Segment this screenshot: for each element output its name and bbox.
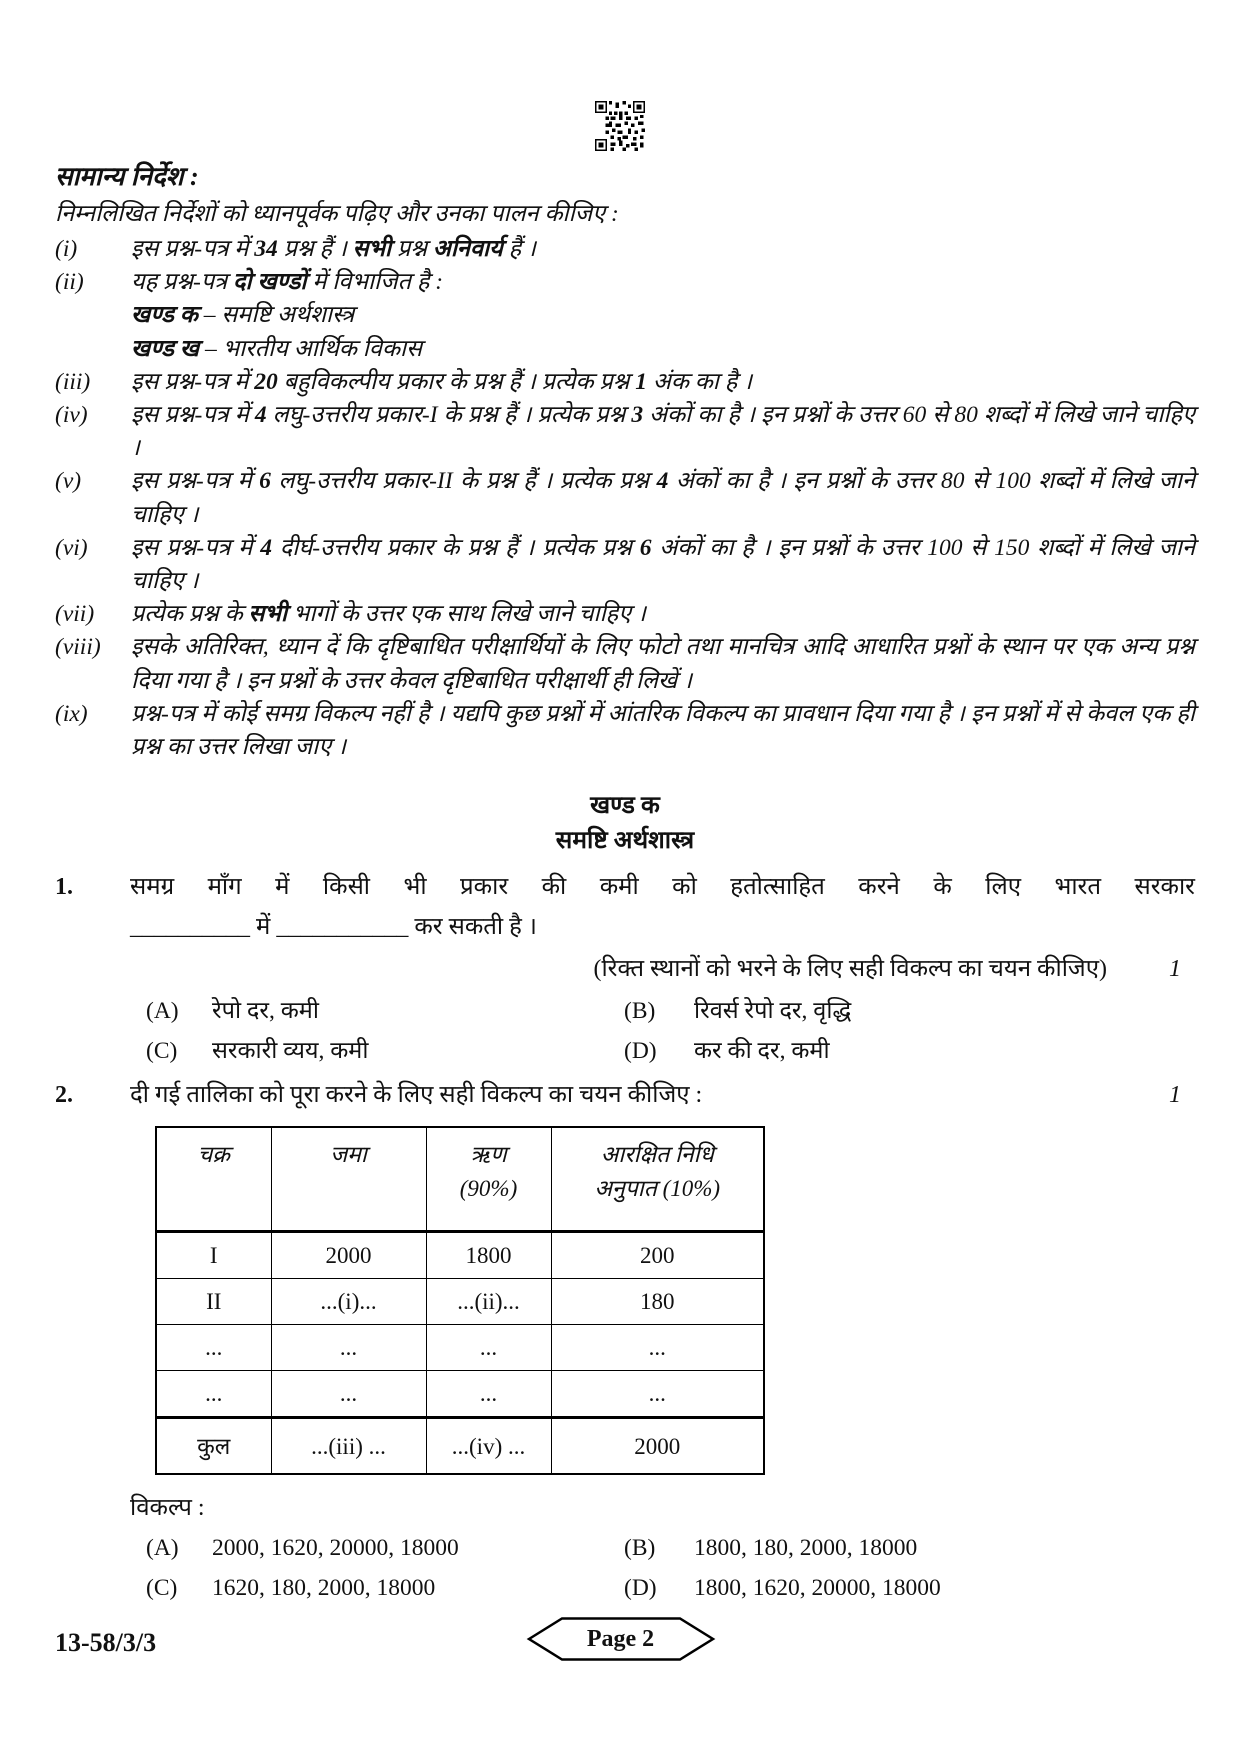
instruction-number: (v) xyxy=(55,468,82,495)
option-label: (B) xyxy=(624,998,656,1025)
table-cell: 2000 xyxy=(271,1232,426,1279)
option-label: (C) xyxy=(146,1575,178,1602)
bold-text-segment: 4 xyxy=(656,468,669,495)
instruction-number: (ix) xyxy=(55,700,88,727)
bold-text-segment: 3 xyxy=(631,402,644,429)
option-label: (C) xyxy=(146,1038,178,1065)
page-number-badge xyxy=(526,1616,716,1662)
text-segment: लघु-उत्तरीय प्रकार-I के प्रश्न हैं । प्रत्येक प्रश्न xyxy=(266,402,632,429)
table-cell: कुल xyxy=(156,1418,271,1475)
money-creation-table-wrap xyxy=(130,1126,1195,1475)
bold-text-segment: दो खण्डों xyxy=(233,269,307,296)
table-cell: ...(ii)... xyxy=(426,1279,551,1325)
question-text: दी गई तालिका को पूरा करने के लिए सही विकल्प का चयन कीजिए : xyxy=(130,1082,703,1109)
instruction-text xyxy=(131,465,1195,531)
bold-text-segment: 34 xyxy=(254,236,278,262)
paper-code: 13-58/3/3 xyxy=(55,1628,157,1657)
instruction-text xyxy=(131,698,1195,764)
instruction-number: (i) xyxy=(55,236,78,262)
table-row xyxy=(156,1325,764,1371)
section-heading xyxy=(55,788,1195,858)
question-body xyxy=(130,869,1195,1067)
instruction-subline xyxy=(131,333,1195,366)
instruction-number: (iv) xyxy=(55,402,88,429)
table-row xyxy=(156,1232,764,1279)
table-header-row xyxy=(156,1127,764,1232)
header-line: जमा xyxy=(330,1142,367,1168)
table-cell: ...(i)... xyxy=(271,1279,426,1325)
text-segment: प्रश्न xyxy=(391,236,433,262)
text-segment: अंकों का है । इन प्रश्नों के उत्तर 100 से 150 शब्दों में लिखे जाने चाहिए । xyxy=(131,534,1196,595)
table-cell: ... xyxy=(426,1371,551,1418)
table-cell: I xyxy=(156,1232,271,1279)
instruction-number: (vi) xyxy=(55,534,88,561)
option-text: सरकारी व्यय, कमी xyxy=(212,1038,369,1065)
option-text: रेपो दर, कमी xyxy=(212,998,319,1025)
options-label: विकल्प : xyxy=(130,1495,205,1522)
text-segment: इस प्रश्न-पत्र में xyxy=(131,402,255,429)
options-grid xyxy=(146,1533,1195,1604)
option-label: (D) xyxy=(624,1038,657,1065)
text-segment: इस प्रश्न-पत्र में xyxy=(131,236,255,262)
section-title: समष्टि अर्थशास्त्र xyxy=(555,827,695,855)
instruction-item xyxy=(55,366,1195,399)
header-line: अनुपात (10%) xyxy=(594,1176,721,1202)
instruction-number: (vii) xyxy=(55,601,95,628)
option-label: (D) xyxy=(624,1575,657,1602)
bold-text-segment: 1 xyxy=(635,368,647,395)
option-label: (A) xyxy=(146,998,179,1025)
table-cell: 200 xyxy=(551,1232,764,1279)
instruction-text xyxy=(131,366,1195,399)
question-text-line-1: समग्र माँग में किसी भी प्रकार की कमी को हतोत्साहित करने के लिए भारत सरकार xyxy=(130,874,1195,901)
table-row xyxy=(156,1371,764,1418)
header-line: ऋण xyxy=(470,1142,507,1168)
text-segment: इस प्रश्न-पत्र में xyxy=(131,534,261,561)
option-text: 2000, 1620, 20000, 18000 xyxy=(212,1535,459,1562)
text-segment: अंकों का है । इन प्रश्नों के उत्तर 60 से 80 शब्दों में लिखे जाने चाहिए । xyxy=(131,402,1195,462)
section-part-label: खण्ड क xyxy=(590,792,660,820)
marks-value: 1 xyxy=(1169,956,1181,983)
question-2 xyxy=(55,1077,1195,1604)
text-segment: अंकों का है । इन प्रश्नों के उत्तर 80 से 100 शब्दों में लिखे जाने चाहिए । xyxy=(131,468,1196,528)
header-line: (90%) xyxy=(459,1176,518,1202)
instruction-item xyxy=(55,698,1195,764)
table-cell: ...(iv) ... xyxy=(426,1418,551,1475)
instruction-item xyxy=(55,631,1195,697)
table-head xyxy=(156,1127,764,1232)
text-segment: अंक का है । xyxy=(647,368,753,395)
table-cell: ... xyxy=(551,1325,764,1371)
bold-text-segment: खण्ड क xyxy=(131,302,198,329)
general-instructions-heading: सामान्य निर्देश : xyxy=(55,162,199,191)
header-line: आरक्षित निधि xyxy=(600,1142,714,1168)
question-text-line-2: __________ में ___________ कर सकती है । xyxy=(130,914,537,941)
option-text: 1800, 180, 2000, 18000 xyxy=(694,1535,918,1562)
bold-text-segment: 4 xyxy=(260,534,272,561)
table-cell: ... xyxy=(156,1371,271,1418)
text-segment: दीर्घ-उत्तरीय प्रकार के प्रश्न हैं । प्रत्येक प्रश्न xyxy=(271,534,640,561)
text-segment: लघु-उत्तरीय प्रकार-II के प्रश्न हैं । प्रत्येक प्रश्न xyxy=(270,468,657,495)
text-segment: यह प्रश्न-पत्र xyxy=(131,269,233,296)
instruction-text xyxy=(131,532,1195,598)
table-body xyxy=(156,1232,764,1475)
table-row xyxy=(156,1418,764,1475)
text-segment: में विभाजित है : xyxy=(306,269,444,296)
option-text: 1620, 180, 2000, 18000 xyxy=(212,1575,436,1602)
table-header-cell xyxy=(156,1127,271,1232)
bold-text-segment: 6 xyxy=(639,534,652,561)
table-cell: ... xyxy=(271,1325,426,1371)
table-cell: ... xyxy=(551,1371,764,1418)
table-cell: ... xyxy=(271,1371,426,1418)
table-cell: 1800 xyxy=(426,1232,551,1279)
instruction-text xyxy=(131,598,1195,631)
page-content xyxy=(55,0,1195,1604)
question-number: 1. xyxy=(55,874,73,901)
text-segment: प्रत्येक प्रश्न के xyxy=(131,601,249,628)
instruction-text xyxy=(131,399,1195,465)
table-cell: 2000 xyxy=(551,1418,764,1475)
text-segment: – भारतीय आर्थिक विकास xyxy=(199,335,422,362)
table-cell: ...(iii) ... xyxy=(271,1418,426,1475)
general-instructions-intro: निम्नलिखित निर्देशों को ध्यानपूर्वक पढ़िए और उनका पालन कीजिए : xyxy=(55,201,619,227)
instruction-number: (ii) xyxy=(55,269,84,296)
marks-value: 1 xyxy=(1169,1082,1181,1109)
question-number: 2. xyxy=(55,1082,73,1109)
bold-text-segment: सभी xyxy=(248,601,288,628)
page-number-label: Page 2 xyxy=(586,1625,655,1652)
text-segment: भागों के उत्तर एक साथ लिखे जाने चाहिए । xyxy=(287,601,646,628)
instruction-item xyxy=(55,266,1195,366)
table-cell: 180 xyxy=(551,1279,764,1325)
instruction-item xyxy=(55,233,1195,266)
bold-text-segment: 6 xyxy=(259,468,271,495)
instruction-text xyxy=(131,266,1195,366)
option-label: (B) xyxy=(624,1535,656,1562)
instruction-item xyxy=(55,399,1195,465)
table-cell: II xyxy=(156,1279,271,1325)
instructions-list xyxy=(55,233,1195,764)
table-header-cell xyxy=(271,1127,426,1232)
question-body xyxy=(130,1077,1195,1604)
text-segment: इस प्रश्न-पत्र में xyxy=(131,468,260,495)
question-hint: (रिक्त स्थानों को भरने के लिए सही विकल्प का चयन कीजिए) xyxy=(593,956,1107,983)
table-header-cell xyxy=(551,1127,764,1232)
text-segment: इस प्रश्न-पत्र में xyxy=(131,368,255,395)
instruction-subline xyxy=(131,299,1195,332)
table-header-cell xyxy=(426,1127,551,1232)
text-segment: हैं । xyxy=(502,236,536,262)
instruction-text xyxy=(131,233,1195,266)
option-text: रिवर्स रेपो दर, वृद्धि xyxy=(694,998,852,1025)
instruction-item xyxy=(55,465,1195,531)
option-text: 1800, 1620, 20000, 18000 xyxy=(694,1575,941,1602)
text-segment: बहुविकल्पीय प्रकार के प्रश्न हैं । प्रत्येक प्रश्न xyxy=(277,368,636,395)
instruction-item xyxy=(55,598,1195,631)
table-row xyxy=(156,1279,764,1325)
instruction-text xyxy=(131,631,1195,697)
bold-text-segment: खण्ड ख xyxy=(131,335,200,362)
bold-text-segment: 4 xyxy=(254,402,267,429)
instruction-number: (viii) xyxy=(55,634,101,661)
table-cell: ... xyxy=(426,1325,551,1371)
text-segment: इसके अतिरिक्त, ध्यान दें कि दृष्टिबाधित परीक्षार्थियों के लिए फोटो तथा मानचित्र आदि आधारित प्रश्नों के स्थान पर एक अन्य प्रश्न दिया गया है । इन प्रश्नों के उत्तर केवल दृष्टिबाधित परीक्षार्थी ही लिखें । xyxy=(131,634,1195,694)
text-segment: – समष्टि अर्थशास्त्र xyxy=(197,302,355,329)
options-grid xyxy=(146,996,1195,1067)
question-1 xyxy=(55,869,1195,1067)
bold-text-segment: अनिवार्य xyxy=(432,236,503,262)
header-line: चक्र xyxy=(197,1142,230,1168)
text-segment: प्रश्न हैं । xyxy=(277,236,353,262)
instruction-item xyxy=(55,532,1195,598)
instruction-number: (iii) xyxy=(55,368,91,395)
option-text: कर की दर, कमी xyxy=(694,1038,830,1065)
option-label: (A) xyxy=(146,1535,179,1562)
text-segment: प्रश्न-पत्र में कोई समग्र विकल्प नहीं है । यद्यपि कुछ प्रश्नों में आंतरिक विकल्प का प्रावधान दिया गया है । इन प्रश्नों में से केवल एक ही प्रश्न का उत्तर लिखा जाए । xyxy=(131,700,1195,761)
deposit-loan-table xyxy=(155,1126,765,1475)
question-hint-row xyxy=(130,950,1195,988)
bold-text-segment: सभी xyxy=(352,236,392,262)
table-cell: ... xyxy=(156,1325,271,1371)
bold-text-segment: 20 xyxy=(254,368,278,395)
